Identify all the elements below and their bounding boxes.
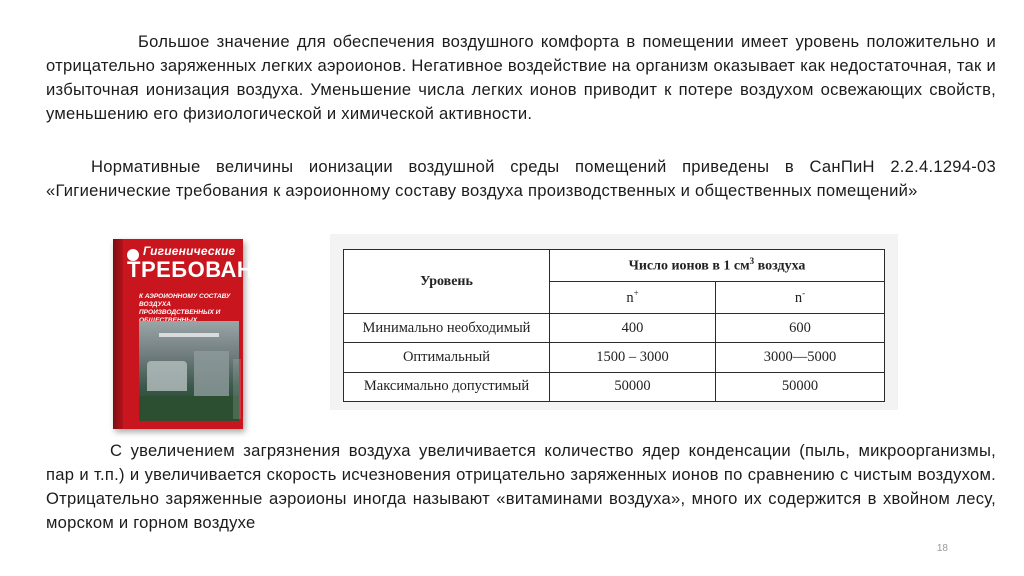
book-title-line2: ТРЕБОВАНИЯ [127, 257, 286, 282]
row-level: Оптимальный [344, 343, 550, 372]
row-neg: 600 [716, 314, 885, 343]
book-title [127, 244, 286, 289]
ion-norms-table-image [330, 234, 898, 410]
row-level: Максимально допустимый [344, 372, 550, 401]
page-number: 18 [936, 543, 948, 554]
book-photo [139, 321, 239, 421]
table-row [344, 343, 885, 372]
header-level: Уровень [344, 250, 550, 314]
header-n-plus: n+ [550, 281, 716, 313]
row-pos: 400 [550, 314, 716, 343]
pollution-paragraph: С увеличением загрязнения воздуха увеличивается количество ядер конденсации (пыль, микроорганизмы, пар и т.п.) и увеличивается скорость исчезновения отрицательно заряженных ионов по сравнению с чистым воздухом. Отрицательно заряженные аэроионы иногда называют «витаминами воздуха», много их содержится в хвойном лесу, морском и горном воздухе [46, 441, 996, 532]
table-row [344, 372, 885, 401]
norms-paragraph: Нормативные величины ионизации воздушной среды помещений приведены в СанПиН 2.2.4.1294-03 «Гигиенические требования к аэроионному составу воздуха производственных и общественных помещений» [46, 157, 996, 200]
header-n-minus: n- [716, 281, 885, 313]
row-neg: 50000 [716, 372, 885, 401]
row-pos: 1500 – 3000 [550, 343, 716, 372]
book-subtitle: К АЭРОИОННОМУ СОСТАВУ ВОЗДУХА ПРОИЗВОДСТВЕННЫХ И [139, 293, 231, 316]
book-spine [113, 239, 123, 429]
book-side-strip [233, 359, 241, 419]
book-cover-image [113, 239, 286, 429]
intro-paragraph: Большое значение для обеспечения воздушного комфорта в помещении имеет уровень положительно и отрицательно заряженных легких аэроионов. Негативное воздействие на организм оказывает как недостаточная, так и избыточная ионизация воздуха. Уменьшение числа легких ионов приводит к потере воздухом освежающих свойств, уменьшению его физиологической и химической активности. [46, 32, 996, 123]
row-level: Минимально необходимый [344, 314, 550, 343]
row-neg: 3000—5000 [716, 343, 885, 372]
row-pos: 50000 [550, 372, 716, 401]
ion-norms-table [343, 249, 885, 402]
table-row [344, 314, 885, 343]
header-ion-count: Число ионов в 1 $см^3$ воздуха [550, 250, 885, 282]
table-header-row [344, 250, 885, 282]
book-title-line1: Гигиенические [143, 244, 236, 258]
